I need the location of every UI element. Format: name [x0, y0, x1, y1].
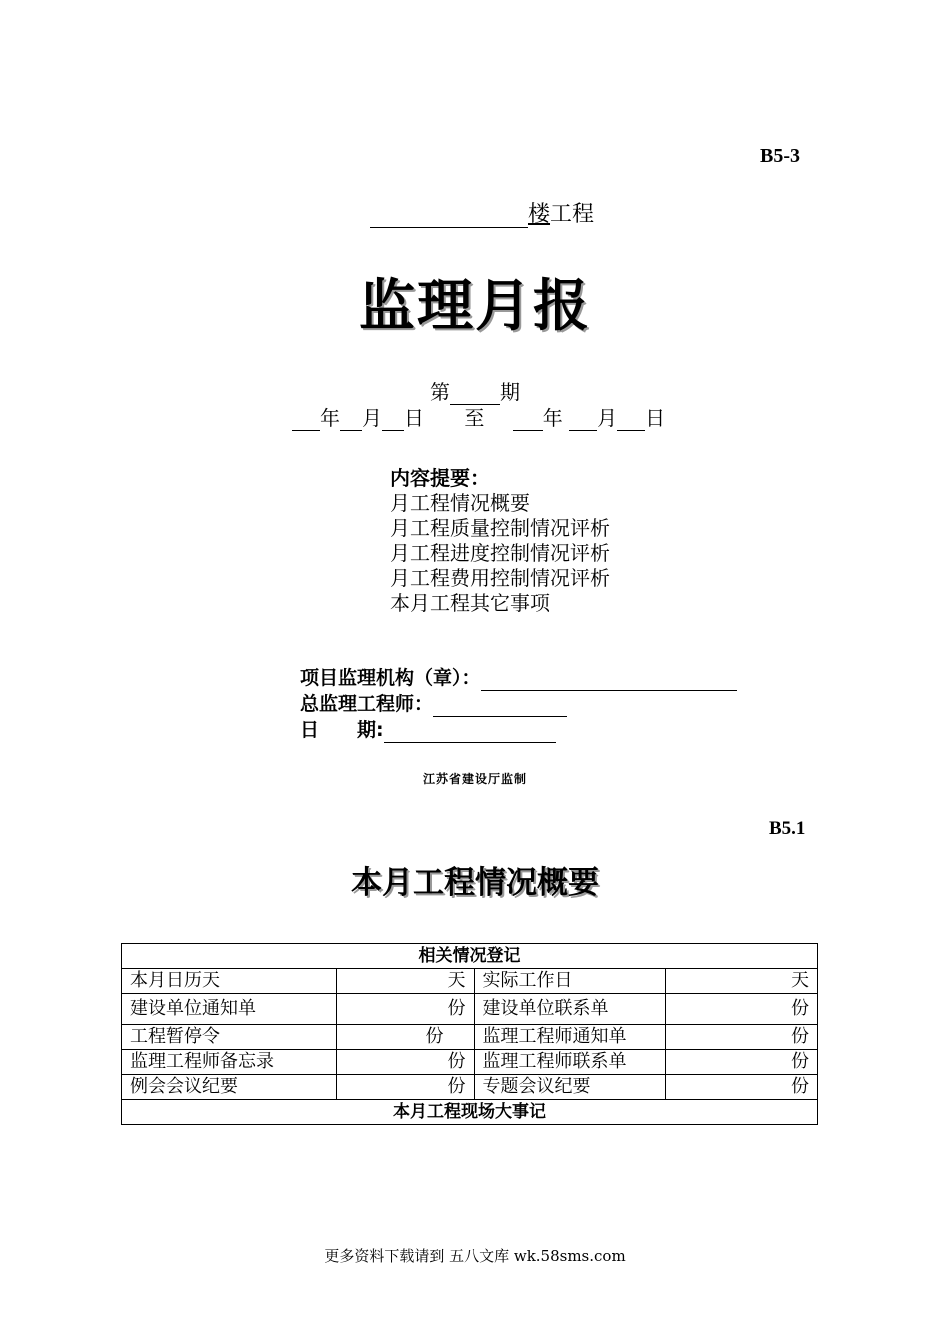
section-code: B5.1	[769, 818, 806, 839]
issue-number-line	[0, 376, 950, 405]
section-title: 本月工程情况概要	[351, 865, 599, 901]
table-header: 相关情况登记	[122, 944, 818, 969]
start-day-blank[interactable]	[382, 410, 404, 431]
form-code: B5-3	[760, 145, 800, 167]
document-title: 监理月报	[359, 274, 591, 339]
row-value-cell[interactable]: 份	[336, 1075, 474, 1100]
row-value-cell[interactable]: 份	[336, 1025, 474, 1050]
to-label: 至	[464, 406, 485, 430]
row-value-cell[interactable]: 天	[336, 969, 474, 994]
table-footer-row	[122, 1100, 818, 1125]
row-value-cell[interactable]: 份	[666, 994, 818, 1025]
row-label: 本月日历天	[122, 969, 337, 994]
events-header: 本月工程现场大事记	[122, 1100, 818, 1125]
table-row	[122, 1025, 818, 1050]
project-suffix: 工程	[550, 202, 595, 227]
start-year-blank[interactable]	[292, 410, 320, 431]
table-row	[122, 969, 818, 994]
end-day-blank[interactable]	[617, 410, 645, 431]
table-row	[122, 1050, 818, 1075]
org-field[interactable]	[481, 670, 737, 691]
row-value-cell[interactable]: 份	[666, 1075, 818, 1100]
row-value-cell[interactable]: 份	[666, 1025, 818, 1050]
page-footer: 更多资料下载请到 五八文库 wk.58sms.com	[324, 1247, 626, 1265]
org-label: 项目监理机构（章）：	[300, 667, 481, 689]
end-year-blank[interactable]	[513, 410, 543, 431]
month-label: 月	[362, 406, 382, 430]
start-month-blank[interactable]	[340, 410, 362, 431]
sign-date-label: 日 期:	[300, 719, 384, 741]
row-value-cell[interactable]: 天	[666, 969, 818, 994]
row-label: 实际工作日	[474, 969, 666, 994]
year-label: 年	[542, 406, 563, 430]
row-label: 建设单位通知单	[122, 994, 337, 1025]
contents-item: 本月工程其它事项	[390, 591, 550, 615]
day-label: 日	[404, 406, 424, 430]
project-name-line	[370, 197, 594, 228]
signature-block	[300, 665, 737, 743]
row-label: 监理工程师通知单	[474, 1025, 666, 1050]
row-label: 建设单位联系单	[474, 994, 666, 1025]
registration-table	[121, 943, 818, 1125]
table-row	[122, 1075, 818, 1100]
row-label: 专题会议纪要	[474, 1075, 666, 1100]
date-range-line	[292, 402, 665, 431]
day-label: 日	[645, 406, 666, 430]
row-label: 监理工程师联系单	[474, 1050, 666, 1075]
chief-engineer-label: 总监理工程师：	[300, 693, 434, 715]
issue-suffix: 期	[500, 380, 520, 404]
contents-item: 月工程进度控制情况评析	[390, 541, 610, 565]
issue-prefix: 第	[430, 380, 450, 404]
chief-engineer-field[interactable]	[433, 696, 567, 717]
row-value-cell[interactable]: 份	[336, 1050, 474, 1075]
row-label: 例会会议纪要	[122, 1075, 337, 1100]
row-value-cell[interactable]: 份	[666, 1050, 818, 1075]
end-month-blank[interactable]	[569, 410, 597, 431]
project-name-blank[interactable]	[370, 203, 528, 228]
project-suffix-underlined: 楼	[528, 202, 551, 227]
year-label: 年	[320, 406, 340, 430]
contents-heading: 内容提要：	[390, 466, 490, 490]
contents-summary	[390, 466, 610, 616]
issuer-note: 江苏省建设厅监制	[422, 772, 527, 786]
row-label: 监理工程师备忘录	[122, 1050, 337, 1075]
contents-item: 月工程情况概要	[390, 491, 530, 515]
month-label: 月	[597, 406, 618, 430]
table-header-row	[122, 944, 818, 969]
row-value-cell[interactable]: 份	[336, 994, 474, 1025]
sign-date-field[interactable]	[384, 722, 556, 743]
table-row	[122, 994, 818, 1025]
row-label: 工程暂停令	[122, 1025, 337, 1050]
contents-item: 月工程费用控制情况评析	[390, 566, 610, 590]
contents-item: 月工程质量控制情况评析	[390, 516, 610, 540]
